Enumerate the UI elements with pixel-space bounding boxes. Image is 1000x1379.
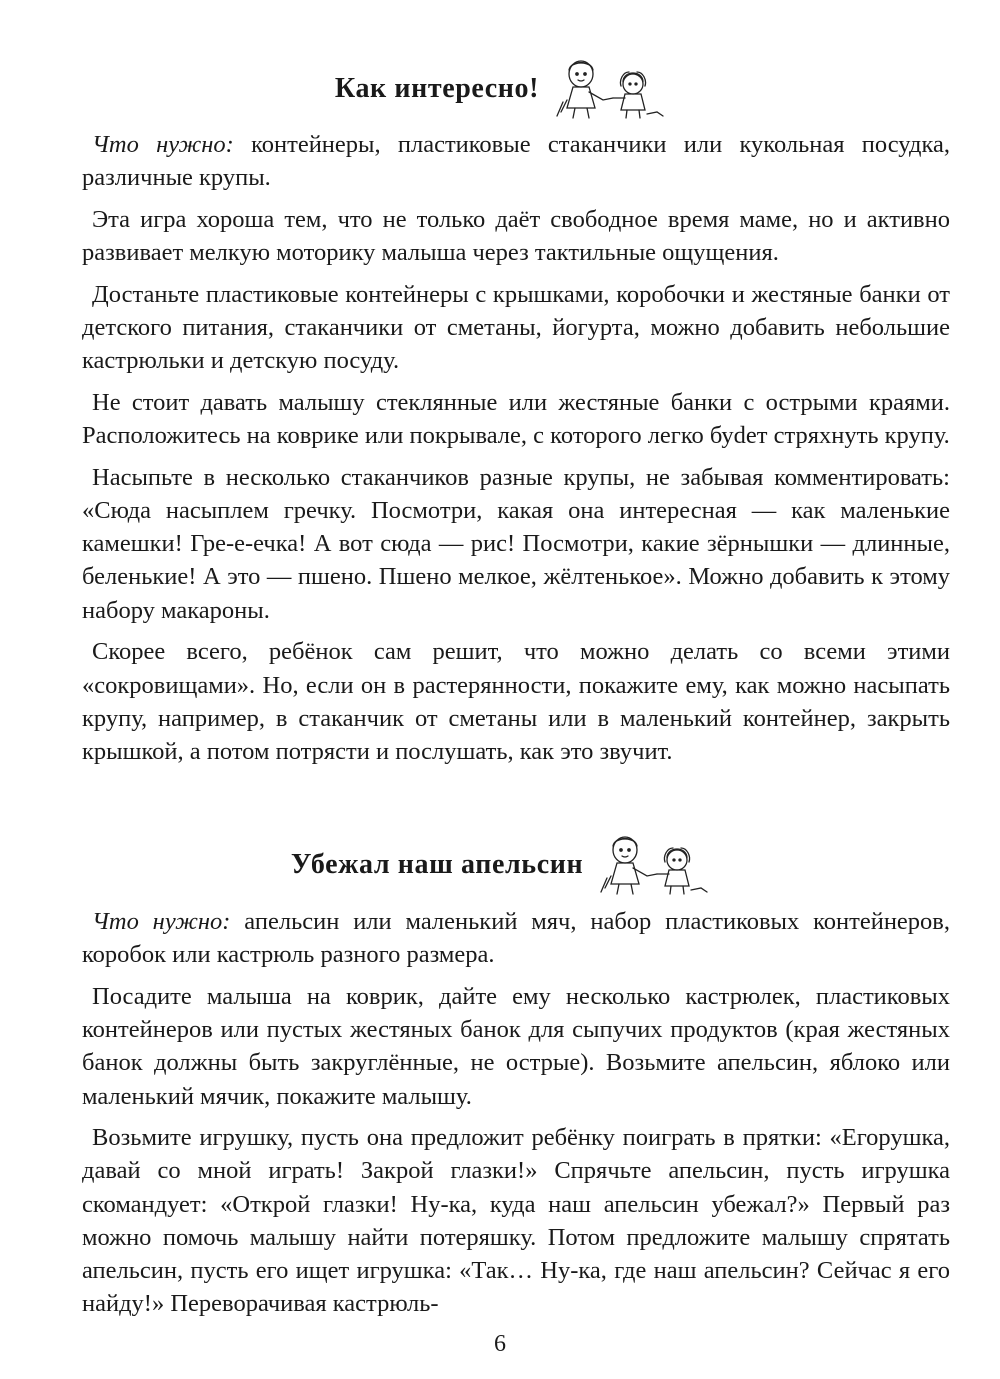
requirements-text: контейнеры, пластиковые стаканчики или кукольная посудка, различные крупы.: [82, 131, 950, 192]
paragraph: Не стоит давать малышу стеклянные или жестяные банки с острыми краями. Расположитесь на коврике или покрывале, с которого легко буdет стряхнуть крупу.: [82, 388, 950, 450]
paragraph: Достаньте пластиковые контейнеры с крышками, коробочки и жестяные банки от детского питания, стаканчики от сметаны, йогурта, можно добавить небольшие кастрюльки и детскую посуду.: [82, 280, 950, 375]
requirements-label: Что нужно:: [92, 908, 231, 935]
section-1-heading: [0, 58, 1000, 120]
section-1-title: Как интересно!: [334, 73, 540, 104]
section-2-title: Убежал наш апельсин: [290, 849, 584, 880]
paragraph: Насыпьте в несколько стаканчиков разные крупы, не забывая комментировать: «Сюда насыплем гречку. Посмотри, какая она интересная — как маленькие камешки! Гре-е-ечка! А вот сюда — рис! Посмотри, какие зёрнышки — длинные, беленькие! А это — пшено. Пшено мелкое, жёлтенькое». Можно добавить к этому набору макароны.: [82, 463, 950, 624]
paragraph: Посадите малыша на коврик, дайте ему несколько кастрюлек, пластиковых контейнеров или пустых жестяных банок для сыпучих продуктов (края жестяных банок должны быть закруглённые, не острые). Возьмите апельсин, яблоко или маленький мячик, покажите малышу.: [82, 982, 950, 1110]
section-1-body: [82, 128, 950, 777]
page-number: 6: [494, 1331, 506, 1357]
kids-holding-hands-icon: [597, 834, 709, 896]
kids-holding-hands-icon: [553, 58, 665, 120]
requirements-text: апельсин или маленький мяч, набор пластиковых контейнеров, коробок или кастрюль разного размера.: [82, 908, 951, 969]
paragraph: Возьмите игрушку, пусть она предложит ребёнку поиграть в прятки: «Егорушка, давай со мной играть! Закрой глазки!» Спрячьте апельсин, пусть игрушка скомандует: «Открой глазки! Ну-ка, куда наш апельсин убежал?» Первый раз можно помочь малышу найти потеряшку. Потом предложите малышу спрятать апельсин, пусть его ищет игрушка: «Так… Ну-ка, где наш апельсин? Сейчас я его найду!» Переворачивая кастрюль-: [82, 1124, 950, 1318]
paragraph: Скорее всего, ребёнок сам решит, что можно делать со всеми этими «сокровищами». Но, если он в растерянности, покажите ему, как можно насыпать крупу, например, в стаканчик от сметаны или в маленький контейнер, закрыть крышкой, а потом потрясти и послушать, как это звучит.: [82, 638, 950, 765]
section-2-body: [82, 905, 950, 1329]
section-2-requirements: [82, 905, 950, 971]
section-2-heading: [0, 834, 1000, 896]
section-1-requirements: [82, 128, 950, 194]
requirements-label: Что нужно:: [92, 131, 234, 158]
paragraph: Эта игра хороша тем, что не только даёт свободное время маме, но и активно развивает мелкую моторику малыша через тактильные ощущения.: [82, 205, 950, 267]
